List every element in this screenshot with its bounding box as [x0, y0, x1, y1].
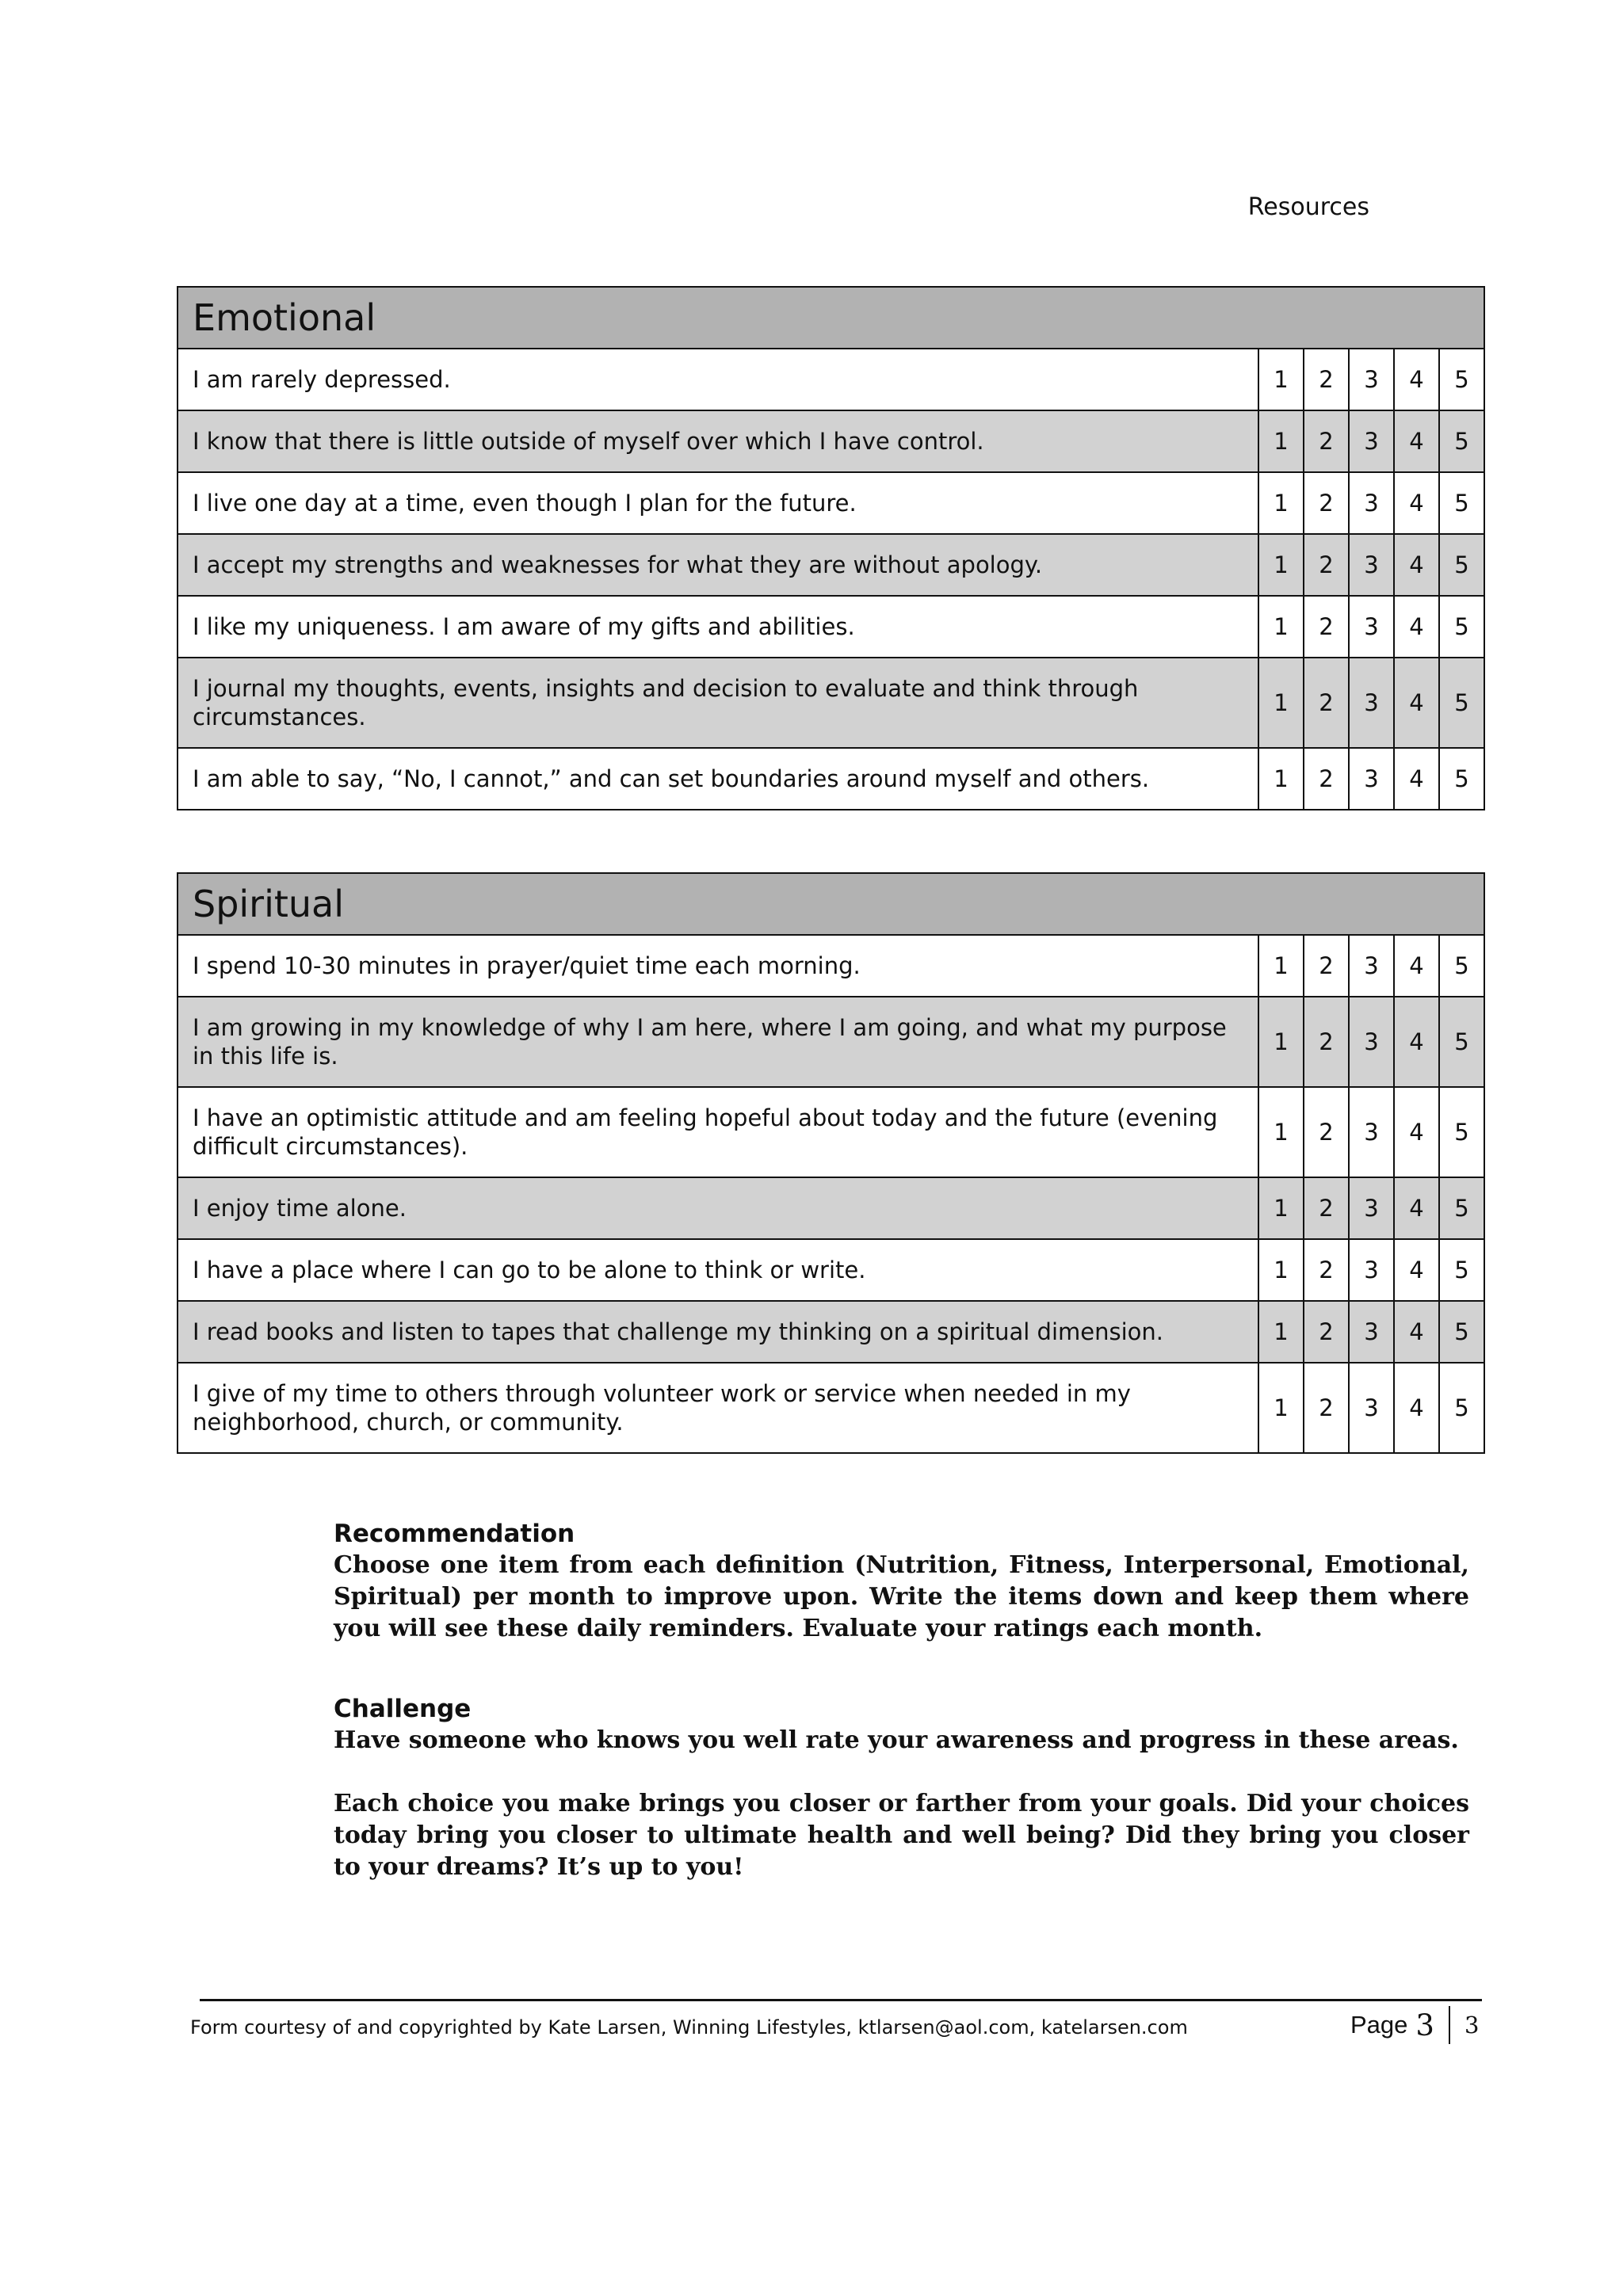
rating-option-5[interactable]: 5: [1439, 1239, 1484, 1301]
rating-option-3[interactable]: 3: [1349, 410, 1394, 472]
rating-option-1[interactable]: 1: [1258, 1363, 1304, 1453]
rating-option-3[interactable]: 3: [1349, 1177, 1394, 1239]
table-row: [178, 935, 1484, 997]
table-row: [178, 1301, 1484, 1363]
recommendation-block: [334, 1518, 1469, 1645]
rating-option-3[interactable]: 3: [1349, 534, 1394, 596]
rating-option-2[interactable]: 2: [1304, 1177, 1349, 1239]
rating-option-2[interactable]: 2: [1304, 658, 1349, 748]
rating-option-2[interactable]: 2: [1304, 1239, 1349, 1301]
rating-option-2[interactable]: 2: [1304, 748, 1349, 810]
recommendation-body: Choose one item from each definition (Nutrition, Fitness, Interpersonal, Emotional, Spiritual) per month to improve upon. Write the items down and keep them where you will see these daily reminders. Evaluate your ratings each month.: [334, 1551, 1469, 1642]
rating-option-4[interactable]: 4: [1394, 1239, 1439, 1301]
rating-option-1[interactable]: 1: [1258, 935, 1304, 997]
rating-option-3[interactable]: 3: [1349, 472, 1394, 534]
table-row: [178, 349, 1484, 410]
rating-option-4[interactable]: 4: [1394, 935, 1439, 997]
rating-option-2[interactable]: 2: [1304, 1087, 1349, 1177]
rating-option-4[interactable]: 4: [1394, 1177, 1439, 1239]
table-row: [178, 534, 1484, 596]
rating-option-2[interactable]: 2: [1304, 935, 1349, 997]
rating-option-1[interactable]: 1: [1258, 748, 1304, 810]
rating-option-5[interactable]: 5: [1439, 935, 1484, 997]
table-row: [178, 472, 1484, 534]
table-row: [178, 1239, 1484, 1301]
statement-text: I like my uniqueness. I am aware of my gifts and abilities.: [178, 596, 1258, 658]
rating-option-4[interactable]: 4: [1394, 410, 1439, 472]
rating-option-5[interactable]: 5: [1439, 1301, 1484, 1363]
rating-option-5[interactable]: 5: [1439, 534, 1484, 596]
rating-option-3[interactable]: 3: [1349, 1239, 1394, 1301]
table-row: [178, 596, 1484, 658]
rating-option-3[interactable]: 3: [1349, 596, 1394, 658]
section-title-spiritual: Spiritual: [178, 873, 1484, 935]
rating-option-1[interactable]: 1: [1258, 1239, 1304, 1301]
emotional-rows: [178, 349, 1484, 810]
rating-option-4[interactable]: 4: [1394, 997, 1439, 1087]
spiritual-table: [177, 872, 1485, 1454]
rating-option-4[interactable]: 4: [1394, 596, 1439, 658]
table-row: [178, 410, 1484, 472]
challenge-heading: Challenge: [334, 1695, 472, 1723]
rating-option-2[interactable]: 2: [1304, 410, 1349, 472]
rating-option-5[interactable]: 5: [1439, 349, 1484, 410]
rating-option-2[interactable]: 2: [1304, 997, 1349, 1087]
rating-option-4[interactable]: 4: [1394, 472, 1439, 534]
rating-option-3[interactable]: 3: [1349, 748, 1394, 810]
statement-text: I am growing in my knowledge of why I am here, where I am going, and what my purpose in this life is.: [178, 997, 1258, 1087]
header-label: Resources: [1247, 193, 1369, 221]
table-row: [178, 997, 1484, 1087]
rating-option-3[interactable]: 3: [1349, 1301, 1394, 1363]
statement-text: I know that there is little outside of myself over which I have control.: [178, 410, 1258, 472]
emotional-table: [177, 286, 1485, 810]
rating-option-2[interactable]: 2: [1304, 472, 1349, 534]
statement-text: I am rarely depressed.: [178, 349, 1258, 410]
footer-credit: Form courtesy of and copyrighted by Kate Larsen, Winning Lifestyles, ktlarsen@aol.com, katelarsen.com: [190, 2016, 1188, 2039]
page-label: Page: [1350, 2011, 1408, 2039]
table-row: [178, 1087, 1484, 1177]
rating-option-4[interactable]: 4: [1394, 534, 1439, 596]
spiritual-rows: [178, 935, 1484, 1453]
rating-option-1[interactable]: 1: [1258, 534, 1304, 596]
rating-option-1[interactable]: 1: [1258, 410, 1304, 472]
rating-option-5[interactable]: 5: [1439, 472, 1484, 534]
statement-text: I spend 10-30 minutes in prayer/quiet time each morning.: [178, 935, 1258, 997]
rating-option-2[interactable]: 2: [1304, 1363, 1349, 1453]
rating-option-1[interactable]: 1: [1258, 596, 1304, 658]
statement-text: I have an optimistic attitude and am feeling hopeful about today and the future (evening difficult circumstances).: [178, 1087, 1258, 1177]
statement-text: I live one day at a time, even though I plan for the future.: [178, 472, 1258, 534]
rating-option-5[interactable]: 5: [1439, 410, 1484, 472]
rating-option-2[interactable]: 2: [1304, 1301, 1349, 1363]
rating-option-4[interactable]: 4: [1394, 1301, 1439, 1363]
rating-option-2[interactable]: 2: [1304, 349, 1349, 410]
section-title-emotional: Emotional: [178, 287, 1484, 349]
rating-option-4[interactable]: 4: [1394, 1087, 1439, 1177]
challenge-closing: Each choice you make brings you closer or farther from your goals. Did your choices today bring you closer to ultimate health and well being? Did they bring you closer to your dreams? It’s up to you!: [334, 1790, 1469, 1881]
rating-option-3[interactable]: 3: [1349, 349, 1394, 410]
rating-option-3[interactable]: 3: [1349, 1363, 1394, 1453]
rating-option-4[interactable]: 4: [1394, 658, 1439, 748]
rating-option-5[interactable]: 5: [1439, 658, 1484, 748]
page-number: 3: [1415, 2008, 1434, 2042]
rating-option-4[interactable]: 4: [1394, 1363, 1439, 1453]
page-number-separator: [1449, 2006, 1450, 2044]
rating-option-5[interactable]: 5: [1439, 596, 1484, 658]
table-row: [178, 1363, 1484, 1453]
statement-text: I enjoy time alone.: [178, 1177, 1258, 1239]
rating-option-5[interactable]: 5: [1439, 997, 1484, 1087]
table-row: [178, 658, 1484, 748]
rating-option-5[interactable]: 5: [1439, 748, 1484, 810]
rating-option-1[interactable]: 1: [1258, 658, 1304, 748]
rating-option-1[interactable]: 1: [1258, 1301, 1304, 1363]
challenge-block: [334, 1693, 1469, 1883]
rating-option-2[interactable]: 2: [1304, 596, 1349, 658]
rating-option-3[interactable]: 3: [1349, 1087, 1394, 1177]
challenge-body: Have someone who knows you well rate your awareness and progress in these areas.: [334, 1726, 1459, 1754]
footer-divider: [200, 1999, 1482, 2001]
rating-option-5[interactable]: 5: [1439, 1087, 1484, 1177]
rating-option-2[interactable]: 2: [1304, 534, 1349, 596]
table-row: [178, 1177, 1484, 1239]
rating-option-5[interactable]: 5: [1439, 1177, 1484, 1239]
rating-option-3[interactable]: 3: [1349, 658, 1394, 748]
page-number-area: [1350, 2006, 1479, 2044]
rating-option-5[interactable]: 5: [1439, 1363, 1484, 1453]
rating-option-1[interactable]: 1: [1258, 997, 1304, 1087]
page-number-secondary: 3: [1464, 2012, 1480, 2039]
recommendation-heading: Recommendation: [334, 1520, 575, 1548]
statement-text: I journal my thoughts, events, insights and decision to evaluate and think through circumstances.: [178, 658, 1258, 748]
statement-text: I have a place where I can go to be alone to think or write.: [178, 1239, 1258, 1301]
rating-option-3[interactable]: 3: [1349, 935, 1394, 997]
statement-text: I am able to say, “No, I cannot,” and can set boundaries around myself and others.: [178, 748, 1258, 810]
table-row: [178, 748, 1484, 810]
rating-option-1[interactable]: 1: [1258, 1177, 1304, 1239]
rating-option-1[interactable]: 1: [1258, 472, 1304, 534]
statement-text: I accept my strengths and weaknesses for what they are without apology.: [178, 534, 1258, 596]
statement-text: I read books and listen to tapes that challenge my thinking on a spiritual dimension.: [178, 1301, 1258, 1363]
rating-option-4[interactable]: 4: [1394, 349, 1439, 410]
statement-text: I give of my time to others through volunteer work or service when needed in my neighborhood, church, or community.: [178, 1363, 1258, 1453]
rating-option-3[interactable]: 3: [1349, 997, 1394, 1087]
rating-option-4[interactable]: 4: [1394, 748, 1439, 810]
rating-option-1[interactable]: 1: [1258, 1087, 1304, 1177]
rating-option-1[interactable]: 1: [1258, 349, 1304, 410]
